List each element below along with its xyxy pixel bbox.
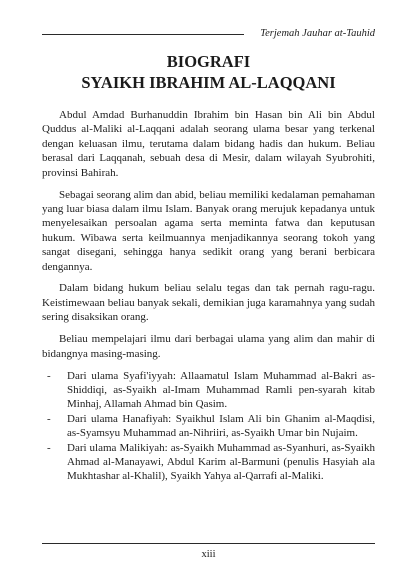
list-item <box>47 441 375 484</box>
chapter-heading <box>42 51 375 93</box>
body-text <box>42 108 375 484</box>
chapter-heading-line-1: BIOGRAFI <box>166 52 251 71</box>
teacher-list <box>42 369 375 484</box>
list-dash: - <box>47 369 51 382</box>
running-header-title: Terjemah Jauhar at-Tauhid <box>260 28 375 39</box>
list-item-text: Dari ulama Malikiyah: as-Syaikh Muhammad as-Syanhuri, as-Syaikh Ahmad al-Manayawi, Abdul Karim al-Barmuni (penulis Hasyiah ala Mukhtashar al-Khalil), Syaikh Yahya al-Qarrafi al-Maliki. <box>67 441 375 483</box>
page-number: xiii <box>201 549 216 560</box>
list-item <box>47 412 375 441</box>
list-item-text: Dari ulama Syafi'iyyah: Allaamatul Islam Muhammad al-Bakri as-Shiddiqi, as-Syaikh al-Imam Muhammad Ramli pen-syarah kitab Minhaj, Allamah Ahmad bin Qasim. <box>67 369 375 411</box>
list-item <box>47 369 375 412</box>
list-item-text: Dari ulama Hanafiyah: Syaikhul Islam Ali bin Ghanim al-Maqdisi, as-Syamsyu Muhammad an-Nihriiri, as-Syaikh Umar bin Nujaim. <box>67 412 375 440</box>
list-dash: - <box>47 441 51 454</box>
header-rule <box>42 34 244 35</box>
list-dash: - <box>47 412 51 425</box>
paragraph: Beliau mempelajari ilmu dari berbagai ulama yang alim dan mahir di bidangnya masing-masing. <box>42 333 375 360</box>
chapter-heading-line-2: SYAIKH IBRAHIM AL-LAQQANI <box>81 73 336 92</box>
paragraph: Abdul Amdad Burhanuddin Ibrahim bin Hasan bin Ali bin Abdul Quddus al-Maliki al-Laqqani adalah seorang ulama besar yang terkenal dengan keluasan ilmu, terutama dalam bidang hadis dan hukum. Beliau berasal dari Laqqanah, sebuah desa di Mesir, dalam wilayah Syubrohiti, provinsi Bahirah. <box>42 109 375 179</box>
paragraph: Dalam bidang hukum beliau selalu tegas dan tak pernah ragu-ragu. Keistimewaan beliau banyak sekali, demikian juga karamahnya yang sudah sering disaksikan orang. <box>42 282 375 324</box>
running-header <box>42 27 375 41</box>
paragraph: Sebagai seorang alim dan abid, beliau memiliki kedalaman pemahaman yang luar biasa dalam ilmu Islam. Banyak orang merujuk kepadanya untuk menyelesaikan persoalan agama serta meminta fatwa dan keputusan hukum. Wibawa serta keilmuannya menjadikannya seorang tokoh yang sangat disegani, sehingga hanya sedikit orang yang berani berbicara dengannya. <box>42 188 375 273</box>
footer-rule <box>42 543 375 544</box>
